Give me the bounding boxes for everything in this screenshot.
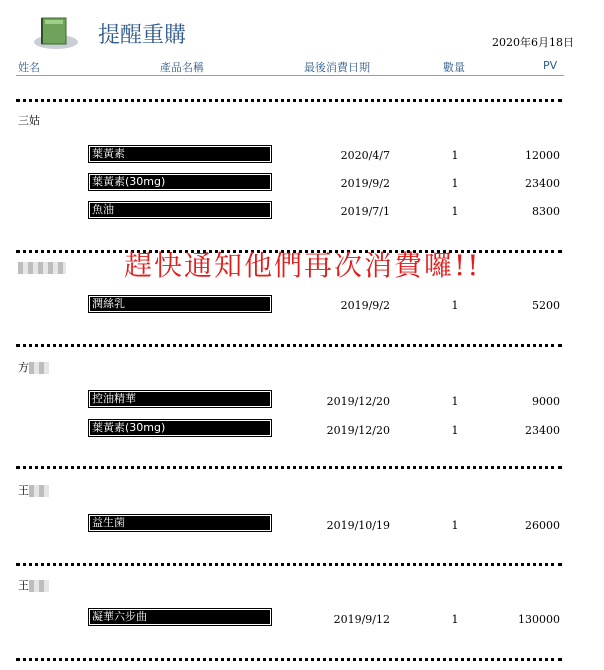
pv-value: 23400	[525, 424, 560, 437]
product-name: 凝華六步曲	[90, 610, 270, 624]
product-name: 魚油	[90, 203, 270, 217]
last-purchase-date: 2019/12/20	[326, 424, 390, 437]
customer-name: 王	[18, 577, 49, 593]
pv-value: 130000	[518, 613, 560, 626]
last-purchase-date: 2019/9/12	[333, 613, 390, 626]
report-notebook-icon	[30, 14, 80, 54]
product-name: 葉黃素(30mg)	[90, 421, 270, 435]
quantity: 1	[451, 395, 459, 408]
reminder-annotation: 趕快通知他們再次消費囉!!	[124, 249, 481, 282]
group-divider	[16, 658, 562, 661]
page-title: 提醒重購	[98, 23, 187, 48]
quantity: 1	[451, 519, 459, 532]
report-date: 2020年6月18日	[492, 36, 574, 49]
pv-value: 9000	[532, 395, 560, 408]
product-name: 葉黃素	[90, 147, 270, 161]
group-divider	[16, 99, 562, 102]
redacted-name-blur	[29, 485, 49, 497]
customer-name: 方	[18, 359, 49, 375]
last-purchase-date: 2019/9/2	[340, 177, 390, 190]
redacted-name-blur	[29, 580, 49, 592]
customer-name	[18, 261, 66, 274]
last-purchase-date: 2019/7/1	[340, 205, 390, 218]
pv-value: 23400	[525, 177, 560, 190]
pv-value: 8300	[532, 205, 560, 218]
product-name: 益生菌	[90, 516, 270, 530]
column-header-qty: 數量	[443, 61, 465, 74]
pv-value: 26000	[525, 519, 560, 532]
last-purchase-date: 2019/12/20	[326, 395, 390, 408]
quantity: 1	[451, 149, 459, 162]
redacted-name-blur	[29, 362, 49, 374]
pv-value: 12000	[525, 149, 560, 162]
quantity: 1	[451, 424, 459, 437]
column-header-product: 產品名稱	[160, 61, 204, 74]
pv-value: 5200	[532, 299, 560, 312]
product-name: 控油精華	[90, 392, 270, 406]
quantity: 1	[451, 299, 459, 312]
last-purchase-date: 2019/10/19	[326, 519, 390, 532]
group-divider	[16, 563, 562, 566]
column-header-last-date: 最後消費日期	[304, 61, 370, 74]
group-divider	[16, 466, 562, 469]
product-name: 潤絲乳	[90, 297, 270, 311]
column-header-name: 姓名	[18, 61, 40, 74]
group-divider	[16, 344, 562, 347]
quantity: 1	[451, 177, 459, 190]
last-purchase-date: 2019/9/2	[340, 299, 390, 312]
header-divider	[16, 75, 564, 76]
quantity: 1	[451, 205, 459, 218]
last-purchase-date: 2020/4/7	[340, 149, 390, 162]
quantity: 1	[451, 613, 459, 626]
customer-name: 王	[18, 482, 49, 498]
column-header-pv: PV	[543, 59, 558, 72]
product-name: 葉黃素(30mg)	[90, 175, 270, 189]
redacted-name-blur	[18, 262, 66, 274]
customer-name: 三姑	[18, 114, 40, 127]
